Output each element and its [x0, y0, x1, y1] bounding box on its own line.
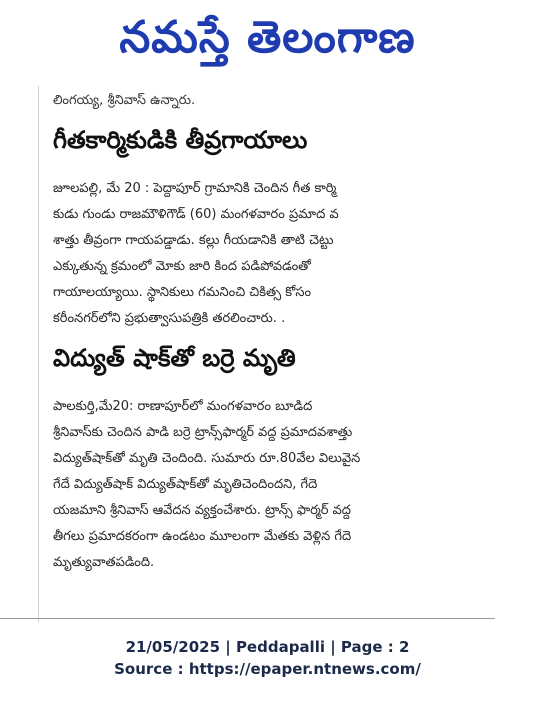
footer-divider [0, 618, 495, 619]
page-footer [0, 636, 535, 680]
article-2-line: మృత్యువాతపడింది. [53, 555, 155, 570]
masthead-logo-text: నమస్తే తెలంగాణ [119, 12, 416, 63]
footer-date-edition-page: 21/05/2025 | Peddapalli | Page : 2 [125, 638, 410, 656]
newspaper-masthead [0, 0, 535, 80]
article-2-line: తీగలు ప్రమాదకరంగా ఉండటం మూలంగా మేతకు వెళ్లిన గేదె [53, 529, 352, 544]
article-2-line: శ్రీనివాస్‌కు చెందిన పాడి బర్రె ట్రాన్స్‌ఫార్మర్ వద్ద ప్రమాదవశాత్తు [53, 425, 353, 440]
article-2-line: విద్యుత్‌షాక్‌తో మృతి చెందింది. సుమారు రూ.80వేల విలువైన [53, 451, 361, 466]
news-clipping [38, 86, 535, 622]
article-1-line: గాయాలయ్యాయి. స్థానికులు గమనించి చికిత్స కోసం [53, 285, 312, 300]
article-2-line: యజమాని శ్రీనివాస్ ఆవేదన వ్యక్తంచేశారు. ట్రాన్స్ ఫార్మర్ వద్ద [53, 503, 351, 518]
article-1-line: శాత్తు తీవ్రంగా గాయపడ్డాడు. కల్లు గీయడానికి తాటి చెట్టు [53, 233, 334, 248]
previous-article-cut-line: లింగయ్య, శ్రీనివాస్ ఉన్నారు. [53, 93, 196, 108]
article-1-line: ఎక్కుతున్న క్రమంలో మోకు జారి కింద పడిపోవడంతో [53, 259, 311, 274]
article-1-headline: గీతకార్మికుడికి తీవ్రగాయాలు [53, 126, 308, 154]
article-2-line: పాలకుర్తి,మే20: రాణాపూర్‌లో మంగళవారం బూడిద [53, 399, 313, 414]
footer-source-link[interactable]: Source : https://epaper.ntnews.com/ [114, 660, 421, 678]
article-1-line: కుడు గుండు రాజమౌళిగౌడ్ (60) మంగళవారం ప్రమాద వ [53, 207, 339, 222]
article-2-headline: విద్యుత్ షాక్‌తో బర్రె మృతి [53, 344, 296, 372]
article-1-body [53, 176, 523, 332]
article-1-line: జూలపల్లి, మే 20 : పెద్దాపూర్ గ్రామానికి చెందిన గీత కార్మి [53, 181, 337, 196]
article-2-body [53, 394, 523, 576]
article-1-line: కరీంనగర్‌లోని ప్రభుత్వాసుపత్రికి తరలించారు. . [53, 311, 286, 326]
article-2-line: గేదే విద్యుత్‌షాక్ విద్యుత్‌షాక్‌తో మృతిచెందిందని, గేదె [53, 477, 318, 492]
